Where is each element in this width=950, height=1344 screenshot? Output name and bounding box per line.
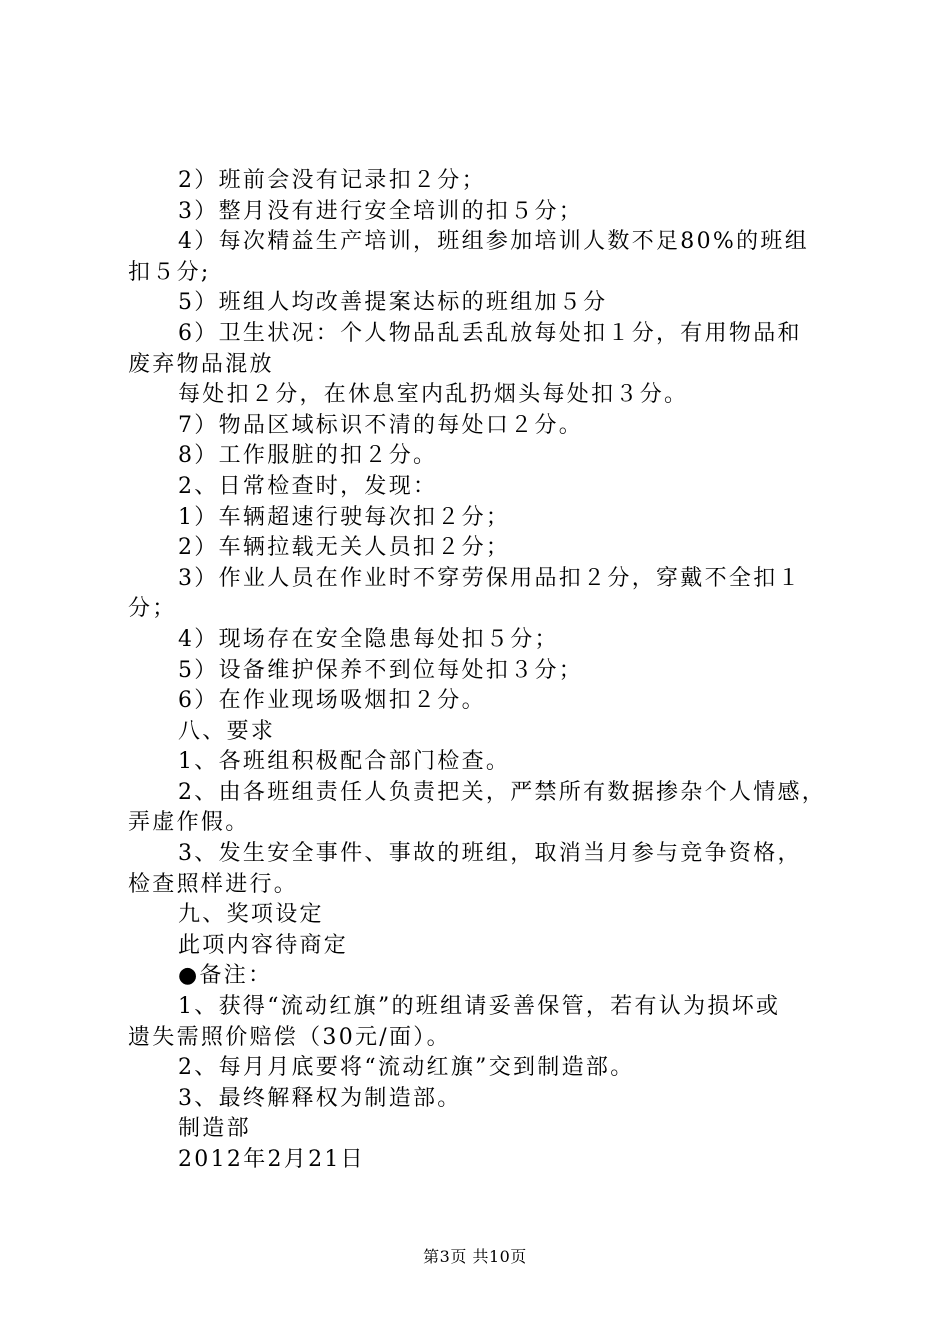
document-body [0,166,950,1176]
text-line: 1）车辆超速行驶每次扣２分； [178,504,511,530]
text-line: 2、由各班组责任人负责把关，严禁所有数据掺杂个人情感， [178,779,827,805]
text-line: 1、各班组积极配合部门检查。 [178,749,511,775]
text-line: 6）在作业现场吸烟扣２分。 [178,688,486,714]
text-line: 4）现场存在安全隐患每处扣５分； [178,626,559,652]
text-line: 3、最终解释权为制造部。 [178,1085,462,1111]
text-line: 废弃物品混放 [128,351,274,377]
text-line: 2）车辆拉载无关人员扣２分； [178,535,511,561]
text-line: 7）物品区域标识不清的每处口２分。 [178,412,584,438]
text-line: 3）整月没有进行安全培训的扣５分； [178,198,584,224]
section-heading: 八、要求 [178,718,276,744]
text-line: 此项内容待商定 [178,932,349,958]
text-line: 1、获得“流动红旗”的班组请妥善保管，若有认为损坏或 [178,994,781,1020]
signature-date: 2012年2月21日 [178,1147,365,1172]
text-line: 弄虚作假。 [128,810,250,836]
text-line: 每处扣２分，在休息室内乱扔烟头每处扣３分。 [178,382,689,408]
text-line: 遗失需照价赔偿（30元/面）。 [128,1024,451,1050]
text-line: 2、日常检查时，发现： [178,473,438,499]
text-line: 检查照样进行。 [128,871,299,897]
text-line: 3、发生安全事件、事故的班组，取消当月参与竞争资格， [178,841,802,867]
text-line: 2、每月月底要将“流动红旗”交到制造部。 [178,1055,635,1081]
text-line: 扣５分; [128,259,211,285]
page-number-footer: 第3页 共10页 [423,1247,527,1266]
signature-department: 制造部 [178,1116,251,1142]
text-line: 2）班前会没有记录扣２分； [178,168,486,193]
section-heading: 九、奖项设定 [178,902,324,928]
text-line: 6）卫生状况：个人物品乱丢乱放每处扣１分，有用物品和 [178,320,802,346]
text-line: 4）每次精益生产培训，班组参加培训人数不足80%的班组 [178,229,809,255]
text-line: 8）工作服脏的扣２分。 [178,443,438,469]
text-line: 5）班组人均改善提案达标的班组加５分 [178,290,608,316]
notes-heading: ●备注： [178,963,273,989]
text-line: 3）作业人员在作业时不穿劳保用品扣２分，穿戴不全扣１ [178,565,802,591]
text-line: 5）设备维护保养不到位每处扣３分； [178,657,584,683]
text-line: 分； [128,596,177,622]
